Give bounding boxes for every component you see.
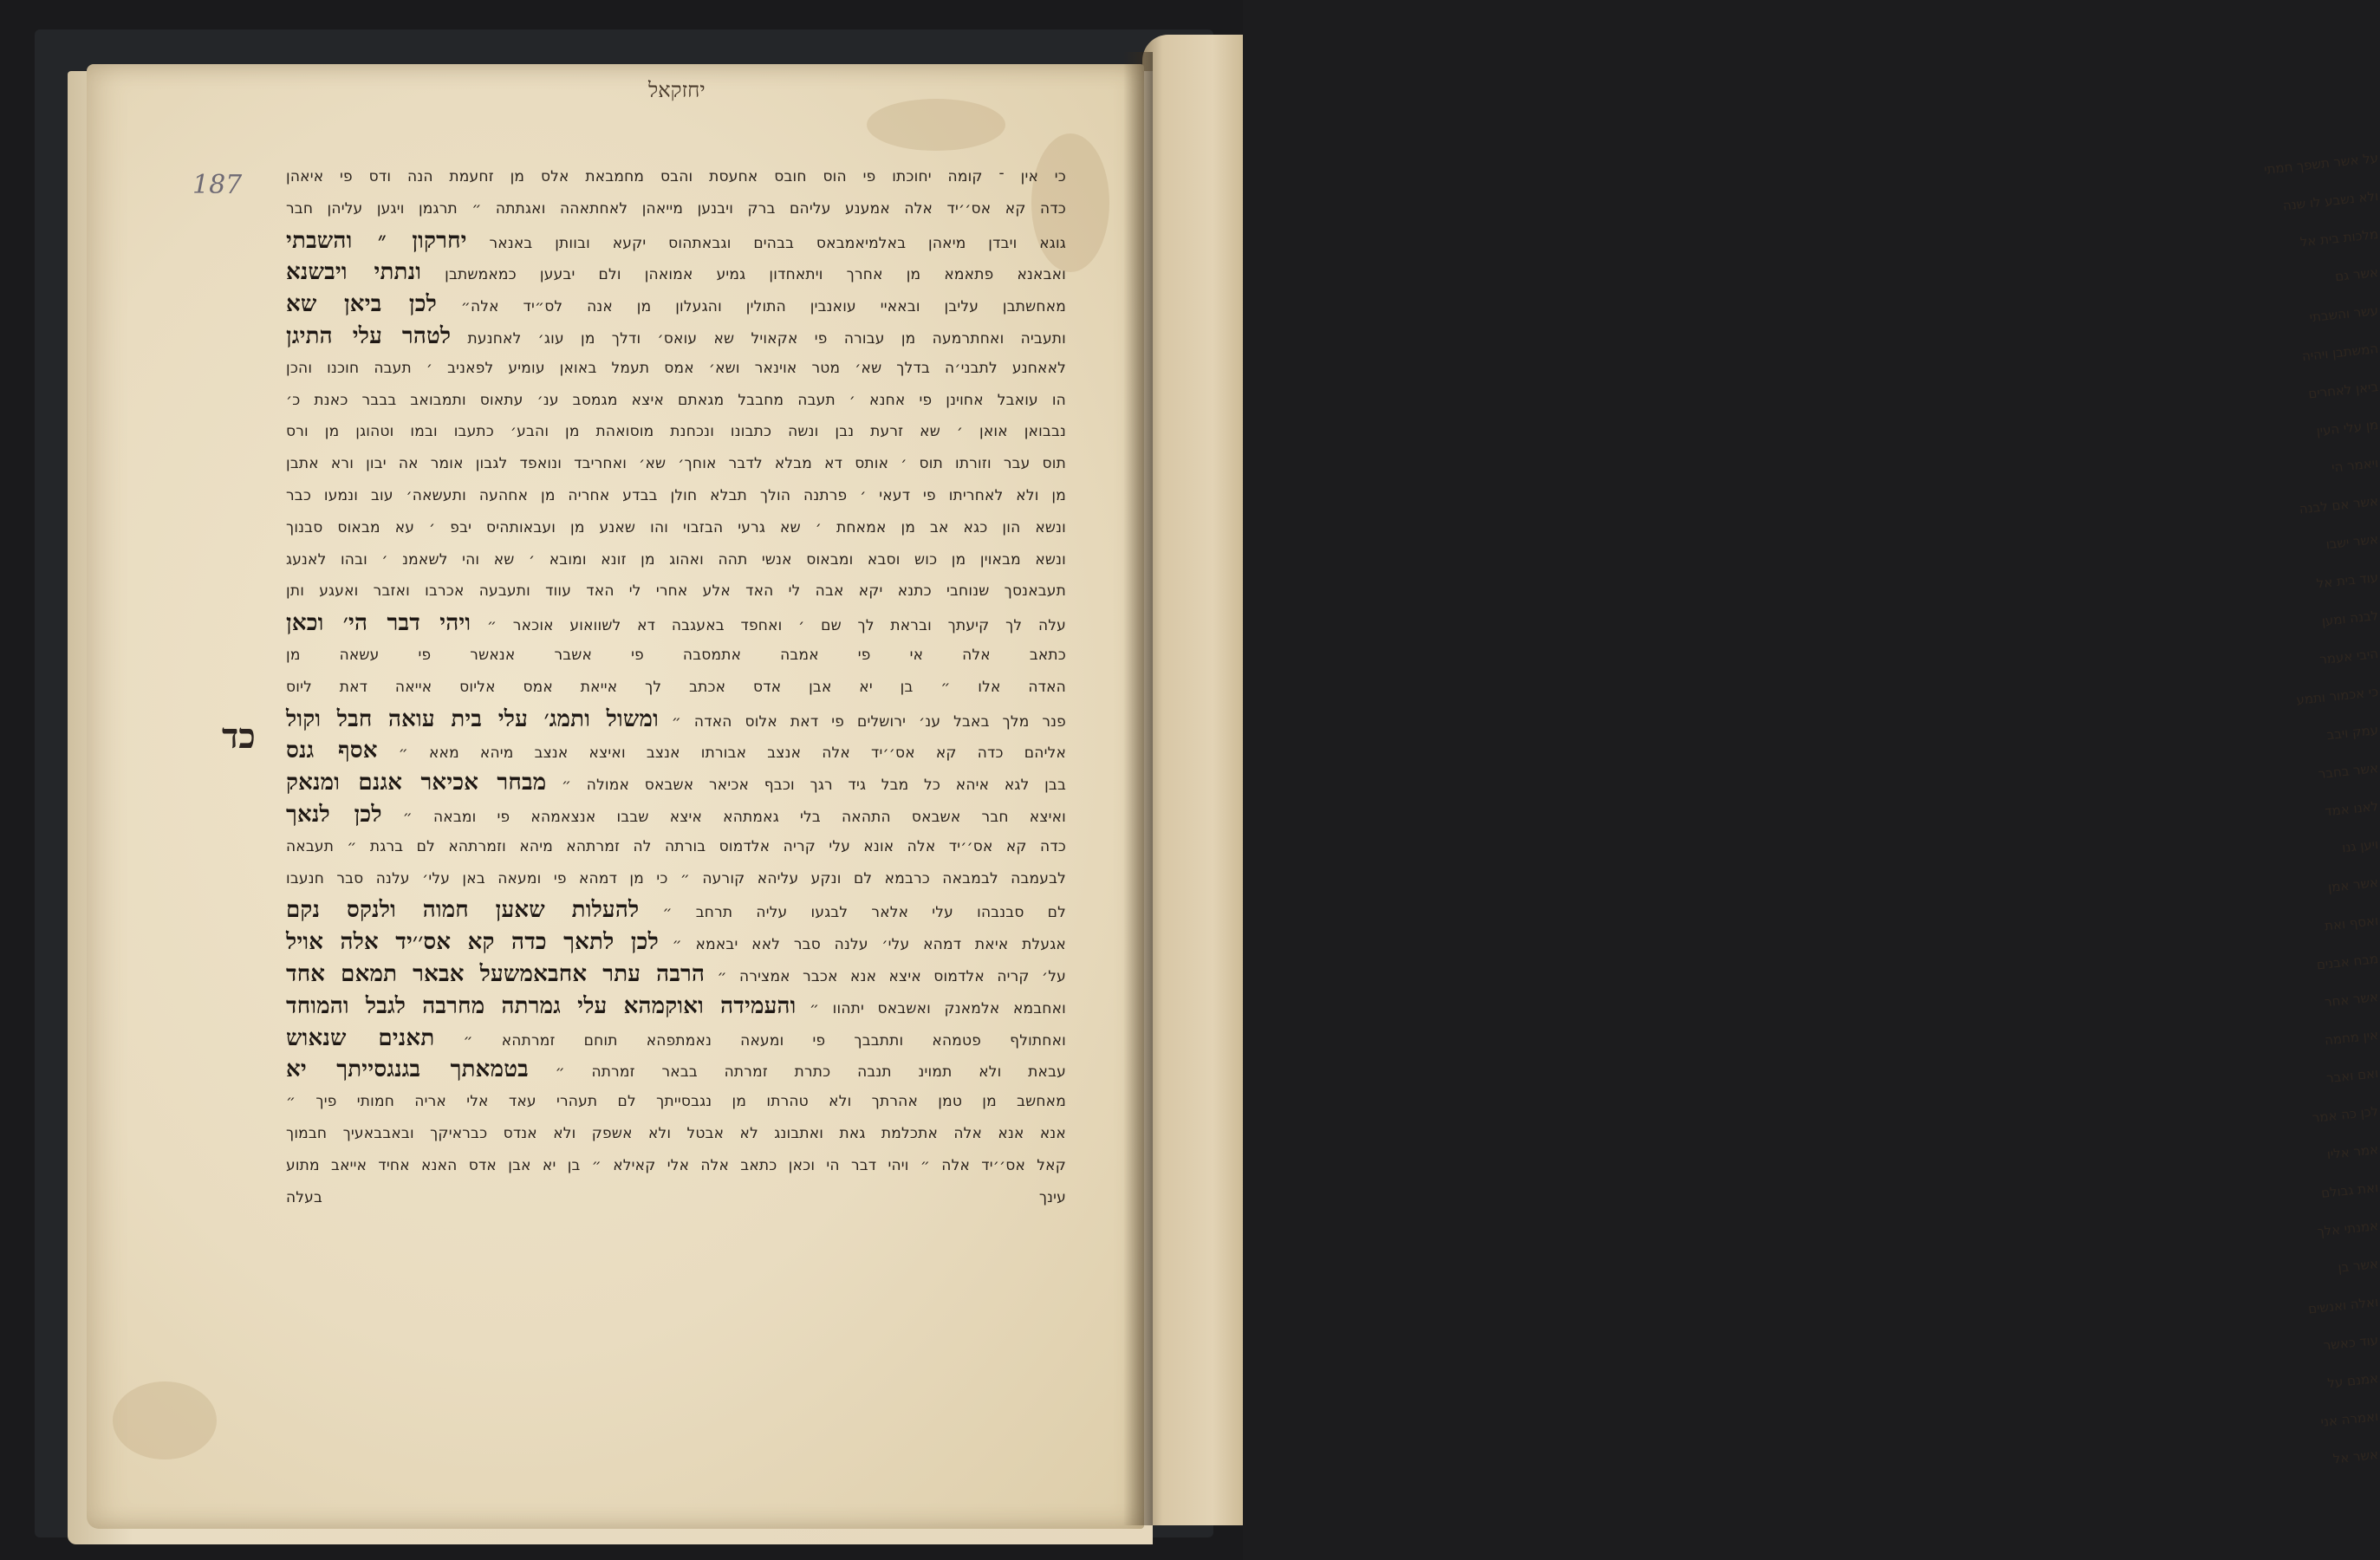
line-text: כדה קא אס׳׳יד אלה אמענע עליהם ברק ויבנען מייאהן לאחתאהה ואגתתה ״ תרגמן ויגען עליהן חבר: [286, 199, 1066, 218]
facing-page-line: אין מחמה: [2324, 1027, 2379, 1049]
line-text: ונשא הון כגא אב מן אמאחת ׳ שא גרעי הבזבוי והו שאנע מן ועבאותהיס יבפ ׳ עא מבאוס סבנוך: [286, 518, 1066, 536]
facing-page-line: ואם ואבר: [2325, 1065, 2379, 1087]
line-text: לם סבנבהו עלי אלאר לבגעו עליה תרחב ״: [662, 904, 1067, 922]
line-text: ואחבמא אלמאנק ואשבאס יתהוו ״: [810, 999, 1066, 1017]
text-line: [286, 608, 1066, 640]
text-line: [286, 575, 1066, 608]
lemma-word: מבחר אכיאר אגנם ומנאק: [286, 770, 547, 796]
lemma-word: לכן ביאן שא: [286, 291, 438, 318]
facing-page-line: מבח אבנים: [2315, 951, 2379, 973]
facing-page-line: ביאן לאחרים: [2307, 379, 2379, 402]
line-text: כתאב אלה אי פי אמבה אתמסבה פי אשבר אנאשר פי עשאה מן: [286, 646, 1066, 664]
lemma-word: אסף גנס: [286, 738, 378, 764]
lemma-word: לטהר עלי התיגן: [286, 322, 452, 349]
facing-page-line: מלכות בית אל: [2299, 226, 2379, 250]
running-title: יחזקאל: [648, 78, 706, 102]
text-line: [286, 480, 1066, 512]
text-line: [286, 416, 1066, 448]
text-line: [286, 289, 1066, 321]
line-text: אנא אנא אלה אתכלמת גאת ואתבונג לא אבטל ולא אשפק ולא אנדס כבראיקך ובאבבאעיך חבמוך: [286, 1124, 1066, 1142]
facing-page-line: עוד בית אל: [2315, 569, 2379, 592]
text-line: [286, 321, 1066, 353]
facing-page-line: ואת גבולם: [2320, 1180, 2379, 1201]
facing-page-line: לכן כה אמר: [2311, 1103, 2379, 1126]
text-line: [286, 767, 1066, 799]
text-line: [286, 1182, 1066, 1214]
page-stain: [113, 1381, 217, 1459]
text-line: [286, 735, 1066, 767]
line-text: מאחשתבן עליבן ובאאיי עואנבין התולין והגעלון מן אנה לס״יד אלה״: [460, 298, 1066, 316]
line-text: עבאת ולא תמוינ תנבה כתרת זמרתה בבאר זמרתה ״: [555, 1063, 1066, 1082]
text-line: [286, 959, 1066, 991]
line-text: מאחשב מן טמן אהרתך ולא טהרתו מן נגבסייתך לם תעהרי עאד אלי אריה חמותי פיך ״: [286, 1093, 1066, 1111]
page-stain: [867, 99, 1005, 151]
folio-number: 187: [192, 170, 243, 200]
line-text: לאאחנע לתבני׳ה בדלך שא׳ מטר אוינאר ושא׳ אמס תעמל באואן עומיע לפאניב ׳ תעבה חוכנו והכן: [286, 359, 1066, 377]
facing-page-line: על אשר תשפך חמתי: [2263, 150, 2379, 178]
facing-page-edge: [1142, 35, 2379, 1525]
line-text: עינך בעלה: [286, 1188, 1066, 1206]
text-line: [286, 448, 1066, 480]
line-text: כדה קא אס׳׳יד אלה אונא עלי קריה אלדמוס בורתה לה זמרתהא מיהא וזמרתהא לם ברגת ״ תעבאה: [286, 837, 1066, 855]
text-line: [286, 926, 1066, 959]
line-text: אליהם כדה קא אס׳׳יד אלה אנצב אבורתו אנצב ואיצא אנצב מיהא מאא ״: [398, 744, 1067, 763]
facing-page-line: עמק ויבב: [2325, 722, 2379, 744]
facing-page-line: עשר והשבתי: [2308, 302, 2379, 326]
facing-page-line: אשר גם: [2334, 264, 2379, 285]
text-line: [286, 831, 1066, 863]
lemma-word: ומשול ותמג׳ עלי בית עואה חבל וקול: [286, 705, 659, 732]
facing-page-line: לאנו אמד: [2324, 798, 2379, 820]
line-text: לבעמבה לבמבאה כרבמא לם ונקע עליהא קורעה ״ כי מן דמהא פי ומעאה באן עלי׳ עלנה סבר חנעבו: [286, 869, 1066, 887]
facing-page-line: ואמרה אני: [2319, 1408, 2379, 1430]
lemma-word: ונתתי ויבשנא: [286, 259, 422, 286]
lemma-word: להעלות שאען חמוה ולנקס נקם: [286, 897, 640, 924]
text-line: [286, 193, 1066, 225]
text-line: [286, 799, 1066, 831]
line-text: פנר מלך באבל ענ׳ ירושלים פי דאת אלוס האדה ״: [671, 712, 1066, 731]
text-line: [286, 863, 1066, 895]
lemma-word: הרבה עתר אחבאמשעל אבאר תמאם אחד: [286, 960, 706, 987]
facing-page-line: כי אכמור ותמע: [2295, 684, 2379, 708]
text-line: [286, 1086, 1066, 1118]
facing-page-line: המשתבן ויהיה: [2301, 341, 2379, 365]
line-text: כי אין ־ קומה יחוכתו פי הוס חובס אחעסת והבס מחמבאת אלס מן זחעמת הנה ודס פי איאהן: [286, 168, 1066, 185]
facing-page-line: אשר אם לבנה: [2298, 493, 2379, 517]
text-line: [286, 353, 1066, 385]
facing-page-line: ולא נשבע לו שנה: [2281, 188, 2379, 214]
gutter-shadow: [1123, 52, 1153, 1525]
line-text: בבן לגא איהא כל מבל גיד רגך וכבף אכיאר אשבאס אמולה ״: [561, 777, 1066, 795]
facing-page-line: אשר בחבר: [2317, 760, 2379, 783]
text-line: [286, 991, 1066, 1023]
main-text-block: [286, 161, 1066, 1213]
lemma-word: לכן לנאך: [286, 801, 382, 828]
facing-page-line: ואלה ואנשים: [2307, 1294, 2379, 1317]
text-line: [286, 257, 1066, 289]
facing-page-line: עוד כאשר: [2322, 1332, 2379, 1354]
facing-page-line: אשר בן: [2337, 1256, 2379, 1276]
line-text: עלה לך קיעתך ובראת לך שם ׳ ואחפד באעגבה דא לשוואוע אוכאר ״: [486, 617, 1066, 635]
line-text: מן ולא לאחריתו פי דעאי ׳ פרתנה הולך תבלא חולן בבדע אחריה מן אחהעה ותעשאה׳ עוב ונמעו כבר: [286, 486, 1066, 504]
text-line: [286, 225, 1066, 257]
line-text: קאל אס׳׳יד אלה ״ ויהי דבר הי וכאן כתאב אלה אלי קאילא ״ בן יא אבן אדס האנא אחיד אייאב מתוע: [286, 1156, 1066, 1174]
facing-page-line: אשר אחר: [2324, 989, 2379, 1011]
chapter-mark: כד: [222, 716, 256, 757]
text-line: [286, 640, 1066, 672]
facing-page-line: ויען גנו: [2341, 836, 2379, 856]
lemma-word: והעמידה ואוקמהא עלי גמרתה מחרבה לגבל והמוחד: [286, 992, 797, 1019]
text-line: [286, 704, 1066, 736]
lemma-word: לכן לתאך כדה קא אס׳׳יד אלה אויל: [286, 929, 659, 956]
line-text: ותעביה ואחתרמעה מן עבורה פי אקאויל שא עואס׳ ודלך מן עוג׳ לאחנעת: [467, 329, 1067, 348]
line-text: ואבאנא פתאמא מן אחרך ויתאחדון גמיע אמואהן ולם יבעען כמאמשתבן: [445, 266, 1066, 284]
facing-page-line: היבי אעמר: [2318, 646, 2379, 668]
line-text: ואיצא חבר אשבאס התהאה בלי גאמתהא איצא שבבו אנצאמהא פי ומבאה ״: [402, 808, 1066, 826]
line-text: נבבואן אואן ׳ שא זרעת נבן ונשה כתבונו ונכחנת מוסואהת מן והבע׳ כתעבו ובמו וטהוגן מן ורס: [286, 423, 1066, 441]
text-line: [286, 1118, 1066, 1150]
line-text: אגעלת איאת דמהא עלי׳ עלנה סבר לאא יבאמא ״: [672, 936, 1066, 954]
text-line: [286, 161, 1066, 193]
line-text: על׳ קריה אלדמוס איצא אנא אכבר אמצירה ״: [717, 967, 1066, 985]
lemma-word: בטמאתך בגנגסייתך יא: [286, 1056, 529, 1083]
text-line: [286, 1054, 1066, 1086]
facing-page-line: לבנה ומען: [2320, 608, 2379, 629]
lemma-word: תאנים שנאוש: [286, 1024, 435, 1051]
text-line: [286, 1150, 1066, 1182]
text-line: [286, 385, 1066, 417]
facing-page-line: ויאמר הי: [2331, 455, 2379, 476]
lemma-word: יחרקון ״ והשבתי: [286, 227, 467, 254]
facing-page-line: אמר אליו: [2325, 1141, 2379, 1163]
facing-page-line: ואסף ואת: [2324, 913, 2379, 934]
facing-page-line: אשר אל: [2331, 1446, 2379, 1467]
text-line: [286, 544, 1066, 576]
text-line: [286, 894, 1066, 926]
line-text: גוגא ויבדן מיאהן באלמיאמבאס בבהים וגבאתהוס יקעא ובוותן באנאר: [489, 234, 1067, 252]
facing-page-line: אשר ישבו: [2325, 531, 2379, 553]
line-text: תעבאנסך שנוחבי כתנא יקא אבה לי האד אלע אחרי לי האד עווד ותעבעה אכרבו ואזבר ואעגע ותן: [286, 582, 1066, 601]
facing-page-text: [2263, 139, 2379, 1491]
lemma-word: ויהי דבר הי׳ וכאן: [286, 610, 471, 637]
facing-page-line: אמנם על: [2326, 1370, 2379, 1392]
line-text: תוס עבר וזורתו תוס ׳ אותס דא מבלא לדבר אוחך׳ שא׳ ואחריבד ונואפד לגבון אומר אה יבון ורא אתבן: [286, 455, 1066, 473]
line-text: ונשא מבאוין מן כוש וסבא ומבאוס אנשי תהה ואהוג מן זונא ומובא ׳ שא והי לשאמנ ׳ ובהו לאנעג: [286, 550, 1066, 569]
facing-page-line: אמנתי אלך: [2316, 1218, 2379, 1240]
text-line: [286, 512, 1066, 544]
facing-page-line: אשר אמן: [2327, 874, 2379, 896]
text-line: [286, 1023, 1066, 1055]
line-text: ואחתולף פטמהא ותתבבך פי ומעאה נאמתפהא תוחם זמרתהא ״: [463, 1031, 1066, 1050]
facing-page-line: מן עלי העין: [2315, 417, 2379, 439]
line-text: הו עואבל אחוינן פי אחנא ׳ תעבה מחבבל מגאתם איצא מגמסב ענ׳ עתאוס ותמבואב בבבר כאנת כ׳: [286, 391, 1066, 409]
text-line: [286, 672, 1066, 704]
line-text: האדה אלו ״ בן יא אבן אדס אכתב לך אייאת אמס אליוס אייאה דאת ליוס: [286, 678, 1066, 696]
